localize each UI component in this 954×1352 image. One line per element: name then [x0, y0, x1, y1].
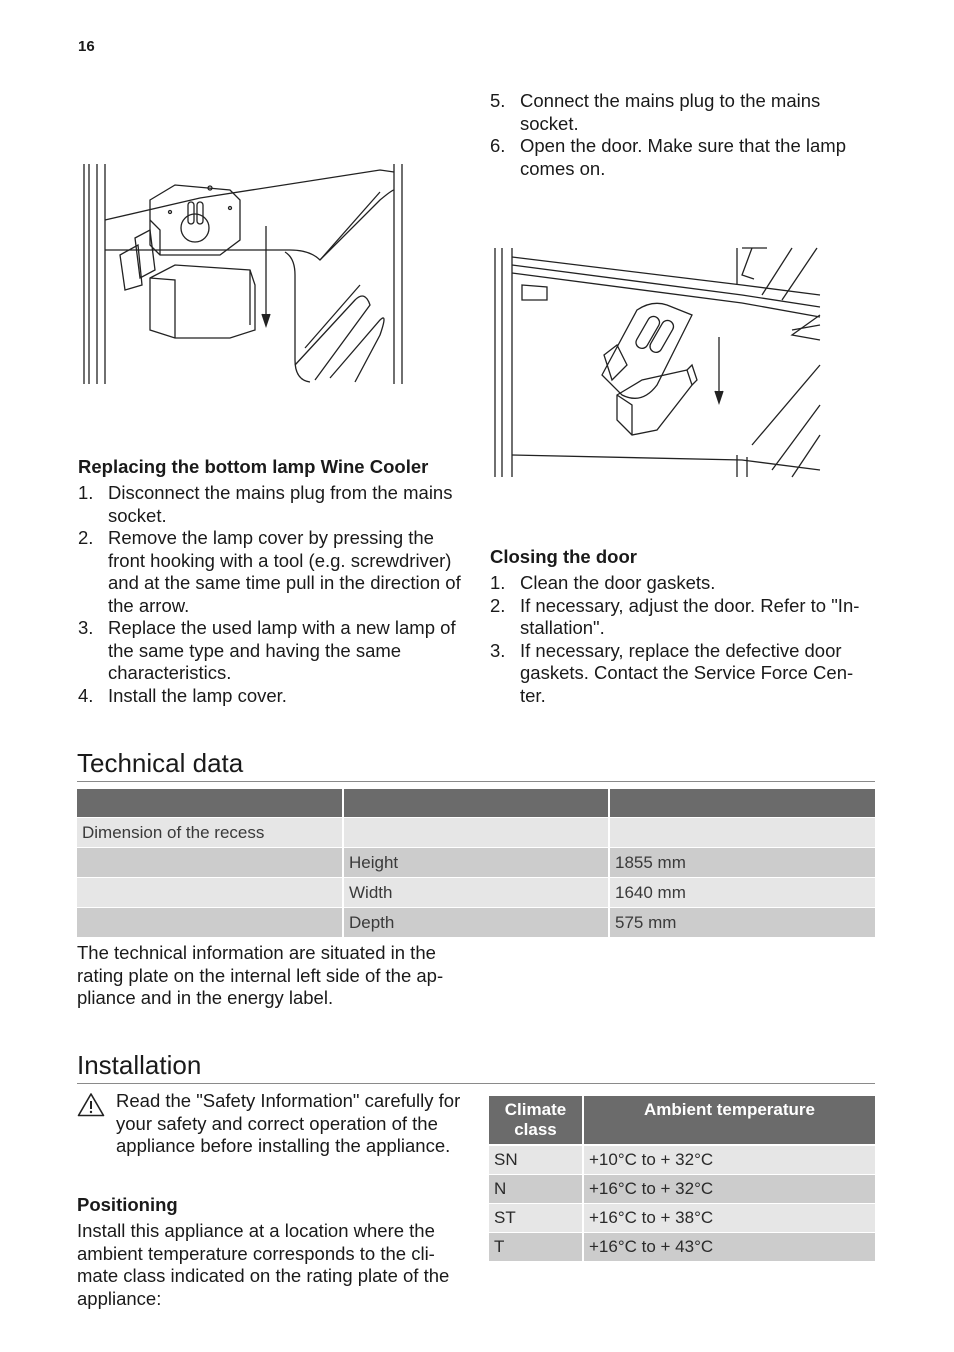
warning-text: Read the "Safety Information" carefully for your safety and correct operation of the appliance before installing the appliance.: [116, 1090, 461, 1156]
table-header-cell: Climate class: [489, 1096, 582, 1144]
climate-class-table: [489, 1096, 875, 1262]
list-item: 6. Open the door. Make sure that the lamp comes on.: [490, 135, 846, 179]
list-item: 4. Install the lamp cover.: [78, 684, 287, 706]
list-item: 3. If necessary, replace the defective door gaskets. Contact the Service Force Cen- ter.: [490, 639, 854, 706]
table-row: [489, 1233, 875, 1261]
table-cell: [77, 878, 342, 907]
door-illustration: [492, 245, 822, 480]
table-header-cell: [77, 789, 342, 817]
table-cell: +16°C to + 38°C: [584, 1204, 875, 1232]
table-cell: [77, 908, 342, 937]
table-cell: ST: [489, 1204, 582, 1232]
closing-door-title: Closing the door: [490, 546, 637, 567]
table-cell: 1855 mm: [610, 848, 875, 877]
warning-triangle-icon: [77, 1092, 105, 1117]
page-number: 16: [78, 38, 95, 55]
table-cell: Dimension of the recess: [77, 818, 342, 847]
table-cell: +16°C to + 43°C: [584, 1233, 875, 1261]
table-row: [489, 1204, 875, 1232]
table-row: [489, 1146, 875, 1174]
list-item: 3. Replace the used lamp with a new lamp of the same type and having the same characteristics.: [78, 617, 456, 683]
positioning-text: Install this appliance at a location where the ambient temperature corresponds to the cli- mate class indicated on the rating plate of the appliance:: [77, 1220, 450, 1309]
positioning-title: Positioning: [77, 1194, 178, 1215]
table-header-cell: Ambient temperature: [584, 1096, 875, 1144]
list-item: 1. Clean the door gaskets.: [490, 572, 716, 593]
table-cell: +10°C to + 32°C: [584, 1146, 875, 1174]
list-item: 5. Connect the mains plug to the mains socket.: [490, 90, 821, 134]
closing-door-steps: [490, 572, 880, 707]
table-header-cell: [610, 789, 875, 817]
table-row: [77, 878, 875, 907]
lamp-section-title: Replacing the bottom lamp Wine Cooler: [78, 456, 429, 477]
table-header-row: [77, 789, 875, 817]
technical-data-heading: Technical data: [77, 748, 244, 778]
list-item: 1. Disconnect the mains plug from the mains socket.: [78, 482, 453, 526]
table-cell: Width: [344, 878, 608, 907]
lamp-continued-steps: [490, 90, 878, 180]
lamp-steps-list: [78, 482, 468, 707]
installation-heading: Installation: [77, 1050, 202, 1080]
section-divider: [77, 1083, 875, 1084]
table-cell: Depth: [344, 908, 608, 937]
table-cell: [610, 818, 875, 847]
table-cell: [77, 848, 342, 877]
table-row: [77, 848, 875, 877]
table-header-cell: [344, 789, 608, 817]
table-cell: 1640 mm: [610, 878, 875, 907]
table-cell: N: [489, 1175, 582, 1203]
table-cell: +16°C to + 32°C: [584, 1175, 875, 1203]
table-cell: 575 mm: [610, 908, 875, 937]
technical-data-table: [77, 789, 875, 938]
table-cell: Height: [344, 848, 608, 877]
table-header-row: [489, 1096, 875, 1144]
table-row: [77, 818, 875, 847]
lamp-removal-illustration: [80, 160, 406, 388]
table-row: [489, 1175, 875, 1203]
table-cell: T: [489, 1233, 582, 1261]
list-item: 2. Remove the lamp cover by pressing the front hooking with a tool (e.g. screwdriver) and at the same time pull in the direction of the arrow.: [78, 527, 461, 616]
section-divider: [77, 781, 875, 782]
list-item: 2. If necessary, adjust the door. Refer to "In- stallation".: [490, 594, 860, 638]
technical-note: The technical information are situated in the rating plate on the internal left side of the ap- pliance and in the energy label.: [77, 942, 444, 1008]
table-cell: SN: [489, 1146, 582, 1174]
table-cell: [344, 818, 608, 847]
table-row: [77, 908, 875, 937]
